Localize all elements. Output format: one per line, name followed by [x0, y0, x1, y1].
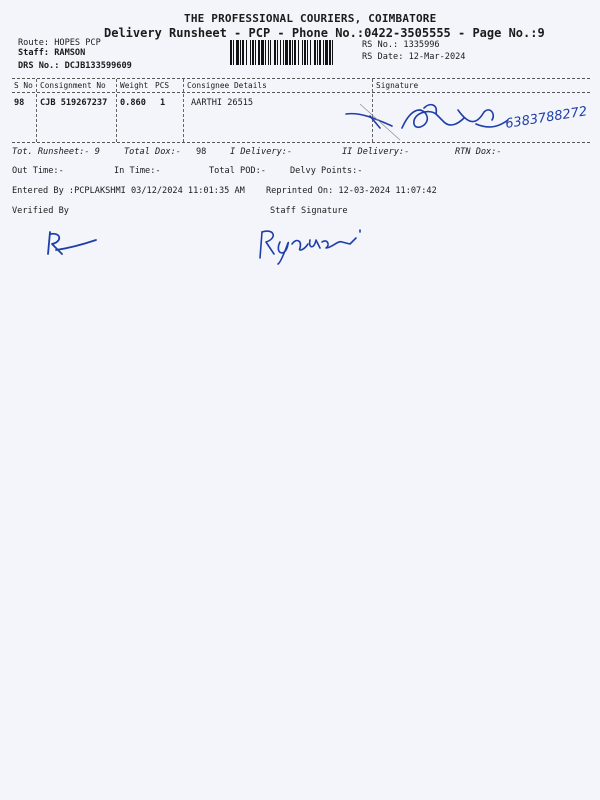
barcode-bar: [289, 40, 291, 65]
verified-by-label: Verified By: [12, 206, 69, 216]
tot-runsheet: Tot. Runsheet:- 9: [12, 147, 100, 157]
route-label: Route: HOPES PCP: [18, 38, 101, 48]
barcode-bar: [261, 40, 264, 65]
rtn-dox: RTN Dox:-: [455, 147, 502, 157]
barcode-bar: [258, 40, 260, 65]
row-sno: 98: [14, 98, 25, 108]
out-time: Out Time:-: [12, 166, 64, 176]
recipient-signature: [340, 84, 600, 148]
col-divider: [116, 79, 117, 142]
barcode-bar: [250, 40, 251, 65]
barcode-bar: [283, 40, 284, 65]
barcode-bar: [304, 40, 306, 65]
total-dox-label: Total Dox:-: [124, 147, 181, 157]
row-pcs: 1: [160, 98, 166, 108]
i-delivery: I Delivery:-: [230, 147, 293, 157]
total-dox-value: 98: [196, 147, 207, 157]
col-header-weight: Weight: [120, 81, 149, 90]
barcode-bar: [329, 40, 331, 65]
barcode-bar: [332, 40, 333, 65]
delvy-points: Delvy Points:-: [290, 166, 363, 176]
row-consignee: AARTHI 26515: [191, 98, 254, 108]
barcode-bar: [233, 40, 234, 65]
staff-signature-label: Staff Signature: [270, 206, 348, 216]
barcode-bar: [236, 40, 239, 65]
col-header-pcs: PCS: [155, 81, 170, 90]
barcode-bar: [246, 40, 247, 65]
barcode-bar: [274, 40, 276, 65]
entered-by: Entered By :PCPLAKSHMI 03/12/2024 11:01:35 AM: [12, 186, 245, 196]
total-pod: Total POD:-: [209, 166, 266, 176]
verifier-initials: [40, 226, 100, 258]
col-header-consignment: Consignment No: [40, 81, 106, 90]
barcode-bar: [302, 40, 303, 65]
staff-label: Staff: RAMSON: [18, 48, 86, 58]
rs-number: RS No.: 1335996: [362, 40, 440, 50]
barcode-bar: [298, 40, 299, 65]
barcode-bar: [265, 40, 266, 65]
barcode-bar: [292, 40, 293, 65]
staff-handwritten-signature: [252, 218, 372, 266]
rs-date: RS Date: 12-Mar-2024: [362, 52, 466, 62]
barcode: [230, 40, 358, 65]
col-header-signature: Signature: [376, 81, 419, 90]
barcode-bar: [255, 40, 256, 65]
barcode-bar: [270, 40, 271, 65]
barcode-bar: [323, 40, 324, 65]
col-divider: [36, 79, 37, 142]
barcode-bar: [280, 40, 281, 65]
col-header-sno: S No: [14, 81, 33, 90]
row-weight: 0.860: [120, 98, 146, 108]
in-time: In Time:-: [114, 166, 161, 176]
reprinted-on: Reprinted On: 12-03-2024 11:07:42: [266, 186, 437, 196]
barcode-bar: [268, 40, 269, 65]
table-bottom-border: [12, 142, 590, 143]
row-consignment: CJB 519267237: [40, 98, 108, 108]
barcode-bar: [307, 40, 308, 65]
barcode-bar: [310, 40, 311, 65]
barcode-bar: [277, 40, 278, 65]
col-header-consignee: Consignee Details: [187, 81, 267, 90]
drs-number: DRS No.: DCJB133599609: [18, 61, 132, 71]
barcode-bar: [294, 40, 296, 65]
barcode-bar: [230, 40, 232, 65]
company-title: THE PROFESSIONAL COURIERS, COIMBATORE: [184, 12, 437, 25]
handwritten-phone: 6383788272: [504, 104, 589, 132]
barcode-bar: [242, 40, 244, 65]
barcode-bar: [252, 40, 254, 65]
table-top-border: [12, 78, 590, 79]
runsheet-title: Delivery Runsheet - PCP - Phone No.:0422-3505555 - Page No.:9: [104, 26, 545, 40]
col-divider: [183, 79, 184, 142]
barcode-bar: [325, 40, 328, 65]
barcode-bar: [314, 40, 316, 65]
barcode-bar: [317, 40, 318, 65]
ii-delivery: II Delivery:-: [342, 147, 410, 157]
barcode-bar: [240, 40, 241, 65]
barcode-bar: [285, 40, 288, 65]
barcode-bar: [319, 40, 321, 65]
